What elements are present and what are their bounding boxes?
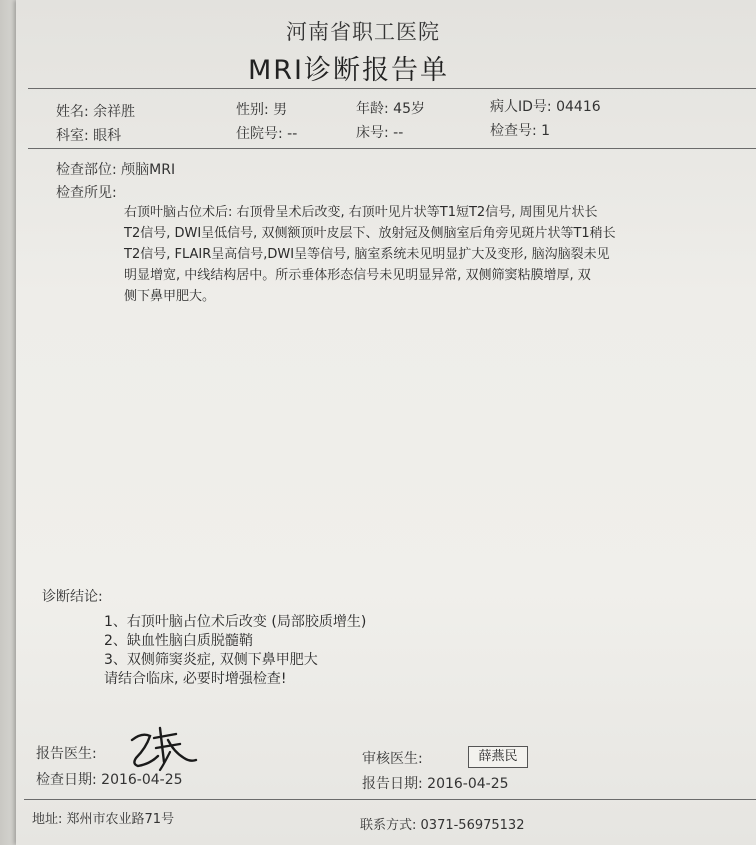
- header-rule-bottom: [28, 148, 756, 149]
- department-label: 科室:: [56, 128, 89, 144]
- patient-id-field: [490, 96, 601, 116]
- exam-part-value: 颅脑MRI: [121, 162, 176, 178]
- findings-line: 右顶叶脑占位术后: 右顶骨呈术后改变, 右顶叶见片状等T1短T2信号, 周围见片状长: [124, 205, 598, 220]
- diagnosis-item: 1、右顶叶脑占位术后改变 (局部胶质增生): [104, 614, 367, 630]
- report-date-label: 报告日期:: [362, 776, 423, 792]
- findings-line: T2信号, FLAIR呈高信号,DWI呈等信号, 脑室系统未见明显扩大及变形, 脑沟脑裂未见: [124, 247, 610, 262]
- contact-label: 联系方式:: [360, 818, 417, 833]
- findings-line: 明显增宽, 中线结构居中。所示垂体形态信号未见明显异常, 双侧筛窦粘膜增厚, 双: [124, 268, 591, 283]
- age-value: 45岁: [393, 101, 425, 117]
- diagnosis-item: 2、缺血性脑白质脱髓鞘: [104, 633, 253, 649]
- gender-value: 男: [273, 102, 288, 118]
- age-field: [356, 98, 425, 118]
- diagnosis-note: 请结合临床, 必要时增强检查!: [104, 671, 287, 687]
- address-value: 郑州市农业路71号: [66, 812, 175, 827]
- address-label: 地址:: [32, 812, 63, 827]
- exam-no-label: 检查号:: [490, 123, 537, 139]
- admission-no-label: 住院号:: [236, 126, 283, 142]
- admission-no-field: [236, 123, 297, 143]
- department-field: [56, 125, 121, 145]
- report-date-field: [362, 773, 509, 793]
- footer-rule: [24, 799, 756, 800]
- diagnosis-item: 3、双侧筛窦炎症, 双侧下鼻甲肥大: [104, 652, 318, 668]
- exam-part-field: [56, 159, 175, 179]
- reviewer-seal: 薛燕民: [468, 746, 528, 768]
- report-date-value: 2016-04-25: [427, 776, 509, 792]
- admission-no-value: --: [287, 126, 298, 142]
- bed-no-label: 床号:: [356, 125, 389, 141]
- gender-label: 性别:: [236, 102, 269, 118]
- hospital-name: 河南省职工医院: [286, 20, 440, 44]
- exam-no-value: 1: [541, 123, 551, 139]
- diagnosis-label: 诊断结论:: [42, 589, 103, 605]
- report-doctor-label: 报告医生:: [36, 746, 97, 762]
- exam-date-value: 2016-04-25: [101, 772, 183, 788]
- department-value: 眼科: [93, 128, 122, 144]
- header-rule-top: [28, 88, 756, 89]
- findings-label: 检查所见:: [56, 185, 117, 201]
- patient-id-value: 04416: [556, 99, 601, 115]
- name-value: 余祥胜: [93, 104, 136, 120]
- report-title: MRI诊断报告单: [248, 55, 450, 86]
- name-field: [56, 101, 135, 121]
- patient-id-label: 病人ID号:: [490, 99, 552, 115]
- report-paper: [16, 0, 756, 845]
- findings-line: 侧下鼻甲肥大。: [124, 289, 216, 304]
- exam-date-field: [36, 769, 183, 789]
- age-label: 年龄:: [356, 101, 389, 117]
- contact-value: 0371-56975132: [420, 818, 525, 833]
- bed-no-value: --: [393, 125, 404, 141]
- gender-field: [236, 99, 287, 119]
- bed-no-field: [356, 122, 403, 142]
- findings-text: [124, 202, 724, 307]
- exam-date-label: 检查日期:: [36, 772, 97, 788]
- contact-field: [360, 814, 524, 833]
- findings-line: T2信号, DWI呈低信号, 双侧额顶叶皮层下、放射冠及侧脑室后角旁见斑片状等T1稍长: [124, 226, 616, 241]
- exam-part-label: 检查部位:: [56, 162, 117, 178]
- exam-no-field: [490, 120, 550, 140]
- reviewer-label: 审核医生:: [362, 751, 423, 767]
- address-field: [32, 808, 174, 827]
- name-label: 姓名:: [56, 104, 89, 120]
